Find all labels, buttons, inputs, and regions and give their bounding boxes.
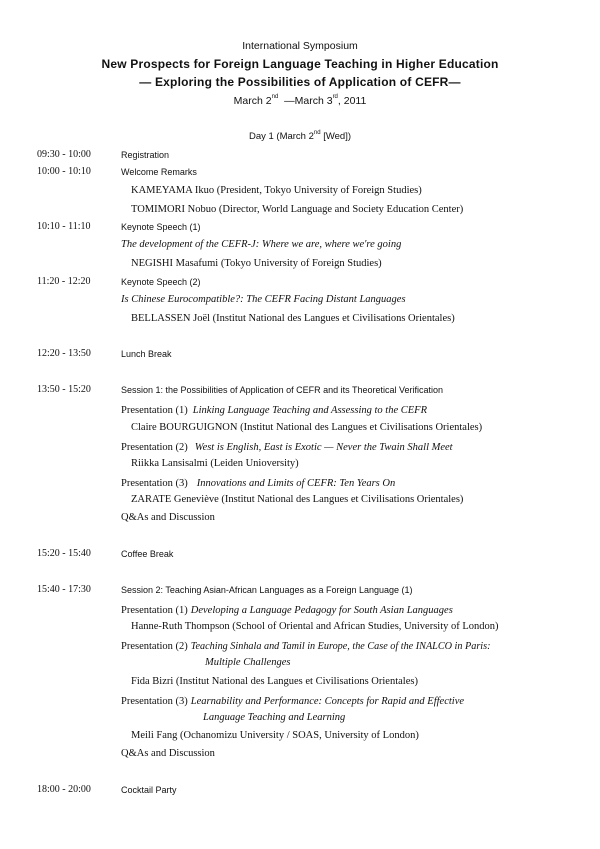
event-label: Session 2: Teaching Asian-African Languages as a Foreign Language (1) [121, 585, 413, 595]
time-slot: 12:20 - 13:50 [37, 348, 91, 359]
speaker-line: KAMEYAMA Ikuo (President, Tokyo University of Foreign Studies) [131, 185, 422, 196]
schedule-row-lunch [0, 346, 600, 362]
presentation-line: Presentation (3) Learnability and Performance: Concepts for Rapid and Effective [121, 696, 465, 707]
speaker-line: TOMIMORI Nobuo (Director, World Language and Society Education Center) [131, 204, 464, 215]
qa-line: Q&As and Discussion [121, 512, 215, 523]
time-slot: 18:00 - 20:00 [37, 784, 91, 795]
page-subtitle: — Exploring the Possibilities of Application of CEFR— [139, 75, 461, 89]
qa-line: Q&As and Discussion [121, 748, 215, 759]
time-slot: 09:30 - 10:00 [37, 149, 91, 160]
speaker-line: Riikka Lansisalmi (Leiden Unioversity) [131, 458, 299, 469]
schedule-row-welcome [0, 164, 600, 180]
speaker-line: Claire BOURGUIGNON (Institut National des Langues et Civilisations Orientales) [131, 422, 483, 433]
event-label: Welcome Remarks [121, 167, 197, 177]
presentation-line: Presentation (1) Linking Language Teaching and Assessing to the CEFR [121, 405, 427, 416]
event-label: Keynote Speech (1) [121, 222, 201, 232]
presentation-line-continued: Language Teaching and Learning [203, 712, 346, 723]
presentation-line: Presentation (2) Teaching Sinhala and Tamil in Europe, the Case of the INALCO in Paris: [121, 641, 491, 652]
schedule-row-session-2 [0, 582, 600, 598]
presentation-line: Presentation (1) Developing a Language Pedagogy for South Asian Languages [121, 605, 453, 616]
time-slot: 10:10 - 11:10 [37, 221, 91, 232]
speaker-line: Fida Bizri (Institut National des Langues et Civilisations Orientales) [131, 676, 418, 687]
speaker-line: Meili Fang (Ochanomizu University / SOAS, University of London) [131, 730, 419, 741]
talk-title: Is Chinese Eurocompatible?: The CEFR Facing Distant Languages [121, 294, 406, 305]
day-heading: Day 1 (March 2nd [Wed]) [248, 130, 352, 142]
event-label: Cocktail Party [121, 785, 177, 795]
symposium-label: International Symposium [242, 40, 358, 52]
schedule-row-cocktail [0, 782, 600, 798]
presentation-line-continued: Multiple Challenges [205, 657, 291, 668]
time-slot: 11:20 - 12:20 [37, 276, 91, 287]
speaker-line: BELLASSEN Joël (Institut National des Langues et Civilisations Orientales) [131, 313, 455, 324]
speaker-line: Hanne-Ruth Thompson (School of Oriental and African Studies, University of London) [131, 621, 499, 632]
event-label: Coffee Break [121, 549, 174, 559]
talk-title: The development of the CEFR-J: Where we are, where we're going [121, 239, 402, 250]
presentation-line: Presentation (2) West is English, East is Exotic — Never the Twain Shall Meet [121, 442, 453, 453]
event-dates: March 2nd —March 3rd, 2011 [233, 94, 367, 107]
time-slot: 13:50 - 15:20 [37, 384, 91, 395]
event-label: Registration [121, 150, 170, 160]
speaker-line: ZARATE Geneviève (Institut National des Langues et Civilisations Orientales) [131, 494, 464, 505]
time-slot: 10:00 - 10:10 [37, 166, 91, 177]
event-label: Keynote Speech (2) [121, 277, 201, 287]
event-label: Session 1: the Possibilities of Application of CEFR and its Theoretical Verification [121, 385, 444, 395]
page-title: New Prospects for Foreign Language Teaching in Higher Education [101, 57, 499, 71]
schedule-row-keynote-1 [0, 219, 600, 235]
presentation-line: Presentation (3) Innovations and Limits of CEFR: Ten Years On [121, 478, 396, 489]
schedule-row-coffee [0, 546, 600, 562]
speaker-line: NEGISHI Masafumi (Tokyo University of Foreign Studies) [131, 258, 382, 269]
event-label: Lunch Break [121, 349, 172, 359]
schedule-row-session-1 [0, 382, 600, 398]
time-slot: 15:40 - 17:30 [37, 584, 91, 595]
schedule-row-registration [0, 147, 600, 163]
schedule-row-keynote-2 [0, 274, 600, 290]
time-slot: 15:20 - 15:40 [37, 548, 91, 559]
